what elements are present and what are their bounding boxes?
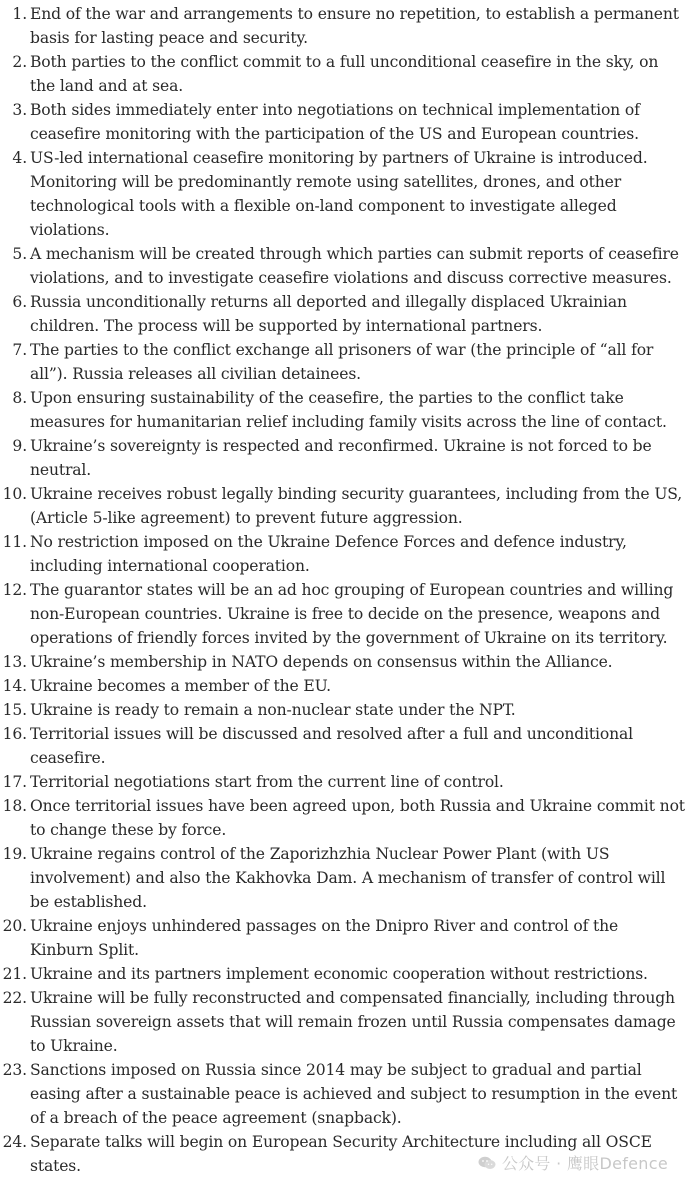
- item-number: 7.: [12, 341, 27, 359]
- item-number: 6.: [12, 293, 27, 311]
- watermark-text: 公众号 · 鹰眼Defence: [501, 1154, 668, 1173]
- list-item: [0, 242, 690, 290]
- item-number: 15.: [2, 701, 27, 719]
- item-text: Once territorial issues have been agreed upon, both Russia and Ukraine commit not to change these by force.: [30, 797, 685, 839]
- item-text: Sanctions imposed on Russia since 2014 may be subject to gradual and partial easing after a sustainable peace is achieved and subject to resumption in the event of a breach of the peace agreement (snapback).: [30, 1061, 678, 1127]
- item-number: 11.: [2, 533, 27, 551]
- item-number: 5.: [12, 245, 27, 263]
- item-number: 4.: [12, 149, 27, 167]
- item-number: 2.: [12, 53, 27, 71]
- item-number: 14.: [2, 677, 27, 695]
- list-item: [0, 530, 690, 578]
- list-item: [0, 794, 690, 842]
- list-item: [0, 578, 690, 650]
- item-number: 17.: [2, 773, 27, 791]
- item-text: Ukraine will be fully reconstructed and compensated financially, including through Russian sovereign assets that will remain frozen until Russia compensates damage to Ukraine.: [30, 989, 676, 1055]
- item-text: Ukraine’s membership in NATO depends on consensus within the Alliance.: [30, 653, 613, 671]
- list-item: [0, 434, 690, 482]
- item-text: Ukraine is ready to remain a non-nuclear state under the NPT.: [30, 701, 516, 719]
- list-item: [0, 770, 690, 794]
- item-text: The parties to the conflict exchange all prisoners of war (the principle of “all for all”). Russia releases all civilian detainees.: [30, 341, 654, 383]
- item-text: End of the war and arrangements to ensure no repetition, to establish a permanent basis for lasting peace and security.: [30, 5, 679, 47]
- list-item: [0, 98, 690, 146]
- item-text: A mechanism will be created through which parties can submit reports of ceasefire violations, and to investigate ceasefire violations and discuss corrective measures.: [30, 245, 679, 287]
- item-number: 1.: [12, 5, 27, 23]
- item-number: 9.: [12, 437, 27, 455]
- item-text: Territorial negotiations start from the current line of control.: [30, 773, 504, 791]
- item-text: Ukraine and its partners implement economic cooperation without restrictions.: [30, 965, 648, 983]
- list-item: [0, 338, 690, 386]
- list-item: [0, 50, 690, 98]
- item-text: Territorial issues will be discussed and resolved after a full and unconditional ceasefire.: [30, 725, 633, 767]
- item-text: Ukraine becomes a member of the EU.: [30, 677, 331, 695]
- list-item: [0, 986, 690, 1058]
- item-number: 18.: [2, 797, 27, 815]
- item-text: Ukraine’s sovereignty is respected and reconfirmed. Ukraine is not forced to be neutral.: [30, 437, 652, 479]
- item-text: Ukraine enjoys unhindered passages on the Dnipro River and control of the Kinburn Split.: [30, 917, 619, 959]
- item-text: Separate talks will begin on European Security Architecture including all OSCE states.: [30, 1133, 652, 1175]
- list-item: [0, 650, 690, 674]
- item-text: Upon ensuring sustainability of the ceasefire, the parties to the conflict take measures for humanitarian relief including family visits across the line of contact.: [30, 389, 667, 431]
- item-text: The guarantor states will be an ad hoc grouping of European countries and willing non-European countries. Ukraine is free to decide on the presence, weapons and operations of friendly forces invited by the government of Ukraine on its territory.: [30, 581, 674, 647]
- item-number: 3.: [12, 101, 27, 119]
- list-item: [0, 290, 690, 338]
- item-number: 12.: [2, 581, 27, 599]
- item-number: 16.: [2, 725, 27, 743]
- numbered-list: [0, 2, 690, 1178]
- list-item: [0, 914, 690, 962]
- item-number: 19.: [2, 845, 27, 863]
- item-text: Russia unconditionally returns all deported and illegally displaced Ukrainian children. The process will be supported by international partners.: [30, 293, 627, 335]
- item-text: Ukraine regains control of the Zaporizhzhia Nuclear Power Plant (with US involvement) and also the Kakhovka Dam. A mechanism of transfer of control will be established.: [30, 845, 666, 911]
- item-text: Ukraine receives robust legally binding security guarantees, including from the US, (Article 5-like agreement) to prevent future aggression.: [30, 485, 683, 527]
- item-number: 13.: [2, 653, 27, 671]
- list-item: [0, 2, 690, 50]
- item-text: US-led international ceasefire monitoring by partners of Ukraine is introduced. Monitoring will be predominantly remote using satellites, drones, and other technological tools with a flexible on-land component to investigate alleged violations.: [30, 149, 648, 239]
- item-number: 21.: [2, 965, 27, 983]
- item-number: 20.: [2, 917, 27, 935]
- list-item: [0, 722, 690, 770]
- list-item: [0, 1130, 690, 1178]
- list-item: [0, 962, 690, 986]
- item-number: 10.: [2, 485, 27, 503]
- item-number: 22.: [2, 989, 27, 1007]
- list-item: [0, 1058, 690, 1130]
- item-text: Both sides immediately enter into negotiations on technical implementation of ceasefire monitoring with the participation of the US and European countries.: [30, 101, 640, 143]
- list-item: [0, 482, 690, 530]
- list-item: [0, 146, 690, 242]
- item-text: Both parties to the conflict commit to a full unconditional ceasefire in the sky, on the land and at sea.: [30, 53, 659, 95]
- item-number: 24.: [2, 1133, 27, 1151]
- item-text: No restriction imposed on the Ukraine Defence Forces and defence industry, including international cooperation.: [30, 533, 627, 575]
- item-number: 8.: [12, 389, 27, 407]
- list-item: [0, 842, 690, 914]
- item-number: 23.: [2, 1061, 27, 1079]
- list-item: [0, 674, 690, 698]
- list-item: [0, 698, 690, 722]
- list-item: [0, 386, 690, 434]
